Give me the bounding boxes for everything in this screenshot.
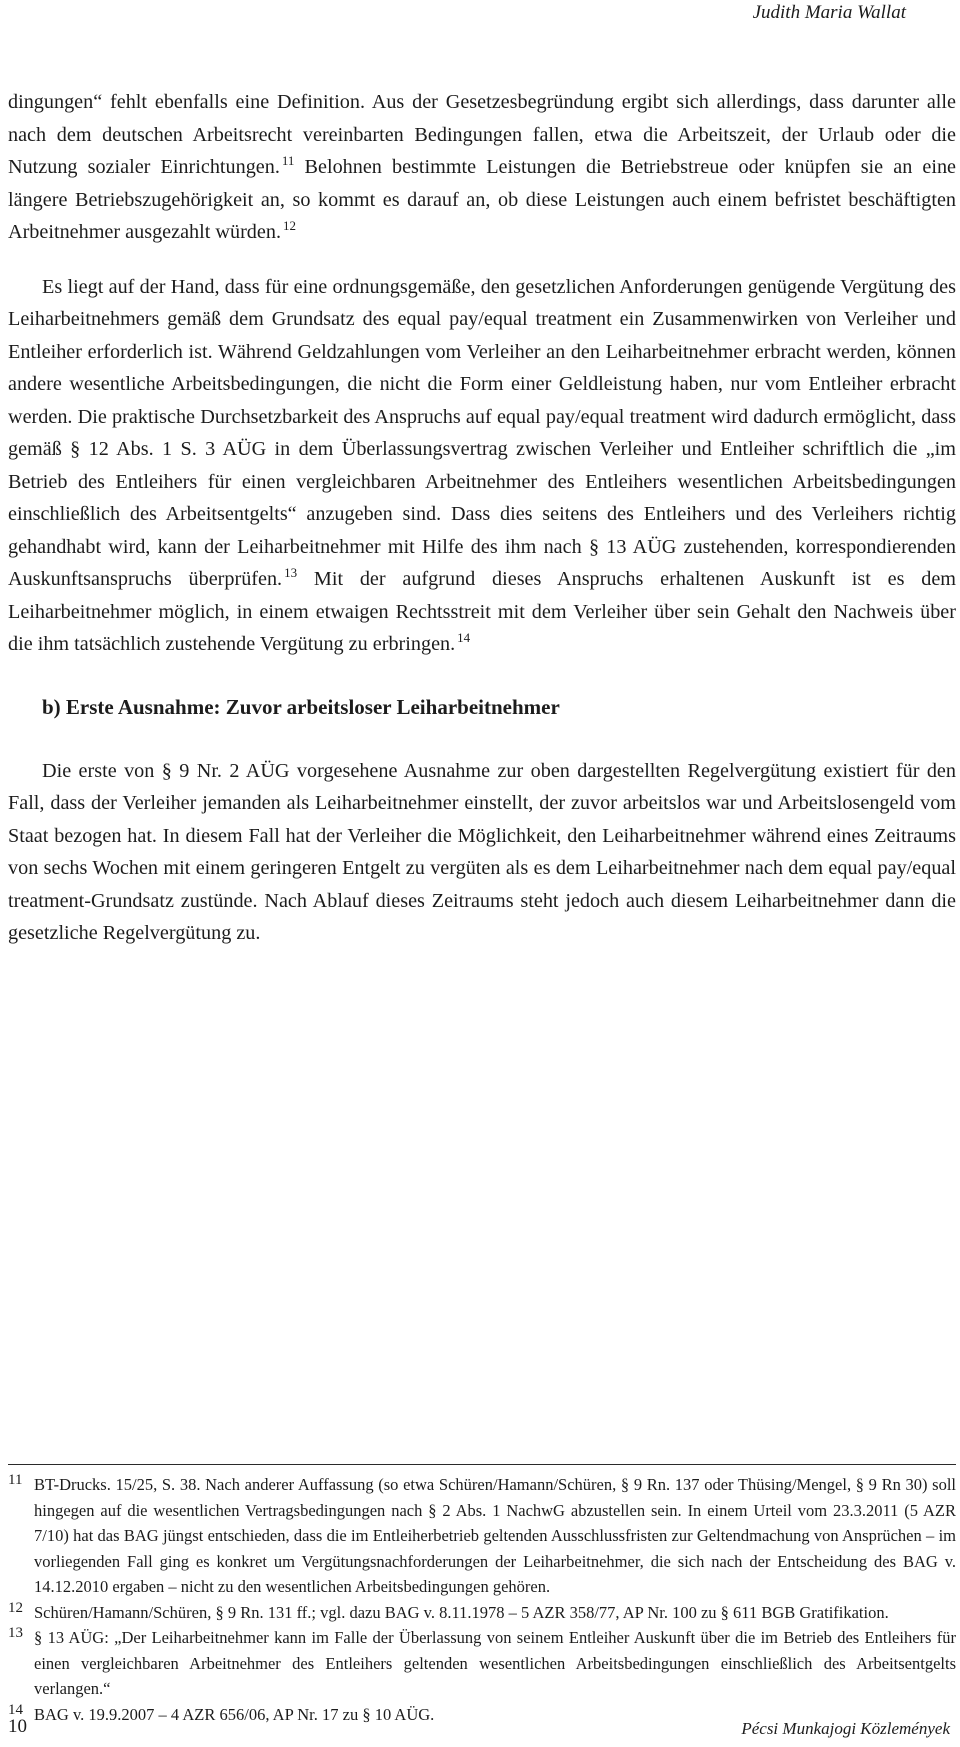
- footnote-ref-13[interactable]: 13: [284, 565, 298, 581]
- footnote-13: [8, 1625, 956, 1702]
- paragraph-1-text-a: dingungen“ fehlt ebenfalls eine Definition. Aus der Gesetzesbegründung ergibt sich allerdings, dass darunter alle nach dem deutschen Arbeitsrecht vereinbarten Bedingungen fallen, etwa die Arbeitszeit, der Urlaub oder die Nutzung sozialer Einrichtungen.: [8, 91, 956, 178]
- paragraph-3: Die erste von § 9 Nr. 2 AÜG vorgesehene Ausnahme zur oben dargestellten Regelvergütung existiert für den Fall, dass der Verleiher jemanden als Leiharbeitnehmer einstellt, der zuvor arbeitslos war und Arbeitslosengeld vom Staat bezogen hat. In diesem Fall hat der Verleiher die Möglichkeit, den Leiharbeitnehmer während eines Zeitraums von sechs Wochen mit einem geringeren Entgelt zu vergüten als es dem Leiharbeitnehmer nach dem equal pay/equal treatment-Grundsatz zustünde. Nach Ablauf dieses Zeitraums steht jedoch auch diesem Leiharbeitnehmer dann die gesetzliche Regelvergütung zu.: [8, 759, 956, 944]
- paragraph-2-text-a: Es liegt auf der Hand, dass für eine ordnungsgemäße, den gesetzlichen Anforderungen genügende Vergütung des Leiharbeitnehmers gemäß dem Grundsatz des equal pay/equal treatment ein Zusammenwirken von Verleiher und Entleiher erforderlich ist. Während Geldzahlungen vom Verleiher an den Leiharbeitnehmer erbracht werden, können andere wesentliche Arbeitsbedingungen, die nicht die Form einer Geldleistung haben, nur vom Entleiher erbracht werden. Die praktische Durchsetzbarkeit des Anspruchs auf equal pay/equal treatment wird dadurch ermöglicht, dass gemäß § 12 Abs. 1 S. 3 AÜG in dem Überlassungsvertrag zwischen Verleiher und Entleiher schriftlich die „im Betrieb des Entleihers für einen vergleichbaren Arbeitnehmer des Entleihers wesentlichen Arbeitsbedingungen einschließlich des Arbeitsentgelts“ anzugeben sind. Dass dies seitens des Entleihers und des Verleihers richtig gehandhabt wird, kann der Leiharbeitnehmer mit Hilfe des ihm nach § 13 AÜG zustehenden, korrespondierenden Auskunftsanspruchs überprüfen.: [8, 275, 956, 590]
- footnotes: [8, 1472, 956, 1727]
- footnote-number: 12: [8, 1599, 23, 1616]
- footnote-divider: [8, 1464, 956, 1465]
- footnote-ref-11[interactable]: 11: [281, 153, 295, 169]
- footnote-number: 13: [8, 1625, 23, 1641]
- page-number: 10: [8, 1716, 27, 1737]
- paragraph-2-text-b: Mit der aufgrund dieses Anspruchs erhaltenen Auskunft ist es dem Leiharbeitnehmer möglich, in einem etwaigen Rechtsstreit mit dem Verleiher über sein Gehalt den Nachweis über die ihm tatsächlich zustehende Vergütung zu erbringen.: [8, 568, 956, 655]
- footnote-12: [8, 1600, 956, 1626]
- paragraph-1: [8, 86, 956, 249]
- footnote-text: Schüren/Hamann/Schüren, § 9 Rn. 131 ff.; vgl. dazu BAG v. 8.11.1978 – 5 AZR 358/77, AP Nr. 100 zu § 611 BGB Gratifikation.: [34, 1602, 889, 1622]
- footnote-text: § 13 AÜG: „Der Leiharbeitnehmer kann im Falle der Überlassung von seinem Entleiher Auskunft über die im Betrieb des Entleihers für einen vergleichbaren Arbeitnehmer des Entleihers geltenden wesentlichen Arbeitsbedingungen einschließlich des Arbeitsentgelts verlangen.“: [34, 1628, 956, 1698]
- paragraph-1-text-b: Belohnen bestimmte Leistungen die Betriebstreue oder knüpfen sie an eine längere Betriebszugehörigkeit an, so kommt es darauf an, ob diese Leistungen auch einem befristet beschäftigten Arbeitnehmer ausgezahlt würden.: [8, 156, 957, 243]
- footnote-11: [8, 1472, 956, 1600]
- running-header-author: Judith Maria Wallat: [752, 2, 906, 23]
- footnote-number: 14: [8, 1701, 23, 1718]
- body-text: [8, 86, 956, 950]
- footnote-ref-14[interactable]: 14: [457, 630, 471, 646]
- paragraph-2: [8, 271, 956, 661]
- footnote-ref-12[interactable]: 12: [283, 218, 296, 234]
- section-heading: b) Erste Ausnahme: Zuvor arbeitsloser Leiharbeitnehmer: [42, 694, 560, 719]
- footnote-text: BT-Drucks. 15/25, S. 38. Nach anderer Auffassung (so etwa Schüren/Hamann/Schüren, § 9 Rn. 137 oder Thüsing/Mengel, § 9 Rn 30) soll hingegen auf die wesentlichen Vertragsbedingungen nach § 2 Abs. 1 NachwG abzustellen sein. In einem Urteil vom 23.3.2011 (5 AZR 7/10) hat das BAG jüngst entschieden, dass die im Entleiherbetrieb geltenden Ausschlussfristen zur Geltendmachung von Ansprüchen – im vorliegenden Fall ging es konkret um Vergütungsnachforderungen der Leiharbeitnehmer, die sich nach der Entscheidung des BAG v. 14.12.2010 ergaben – nicht zu den wesentlichen Arbeitsbedingungen gehören.: [34, 1475, 956, 1596]
- footnote-number: 11: [8, 1472, 23, 1488]
- footnote-text: BAG v. 19.9.2007 – 4 AZR 656/06, AP Nr. 17 zu § 10 AÜG.: [34, 1704, 435, 1724]
- journal-title: Pécsi Munkajogi Közlemények: [741, 1719, 950, 1738]
